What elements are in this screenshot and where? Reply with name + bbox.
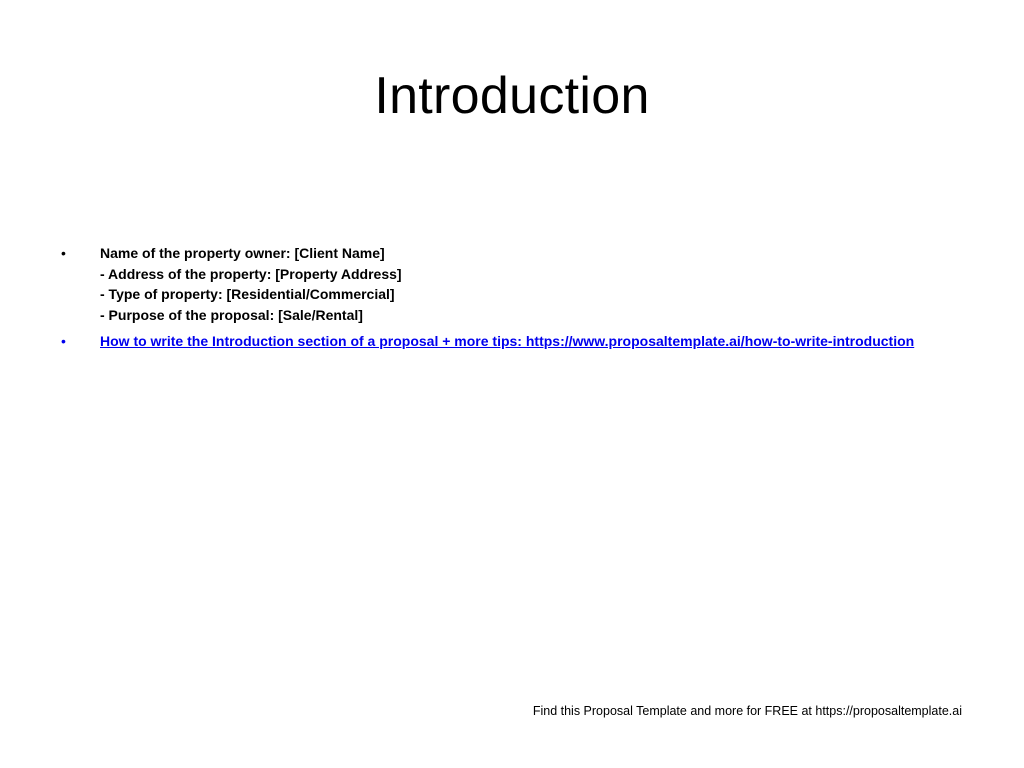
footer-text: Find this Proposal Template and more for FREE at https://proposaltemplate.ai [532, 704, 962, 718]
proposal-purpose-line: - Purpose of the proposal: [Sale/Rental] [100, 306, 363, 323]
bullet-list [58, 243, 928, 358]
bullet-item-property-details [58, 243, 928, 325]
bullet-glyph: • [61, 333, 66, 349]
bullet-glyph: • [61, 245, 66, 261]
tips-link[interactable]: How to write the Introduction section of a proposal + more tips: https://www.proposaltemplate.ai/how-to-write-introduction [100, 333, 915, 349]
bullet-item-tips-link [58, 331, 928, 352]
slide-title: Introduction [374, 67, 650, 125]
property-type-line: - Type of property: [Residential/Commercial] [100, 286, 395, 302]
owner-name-line: Name of the property owner: [Client Name] [100, 245, 385, 261]
property-address-line: - Address of the property: [Property Address] [100, 265, 402, 282]
